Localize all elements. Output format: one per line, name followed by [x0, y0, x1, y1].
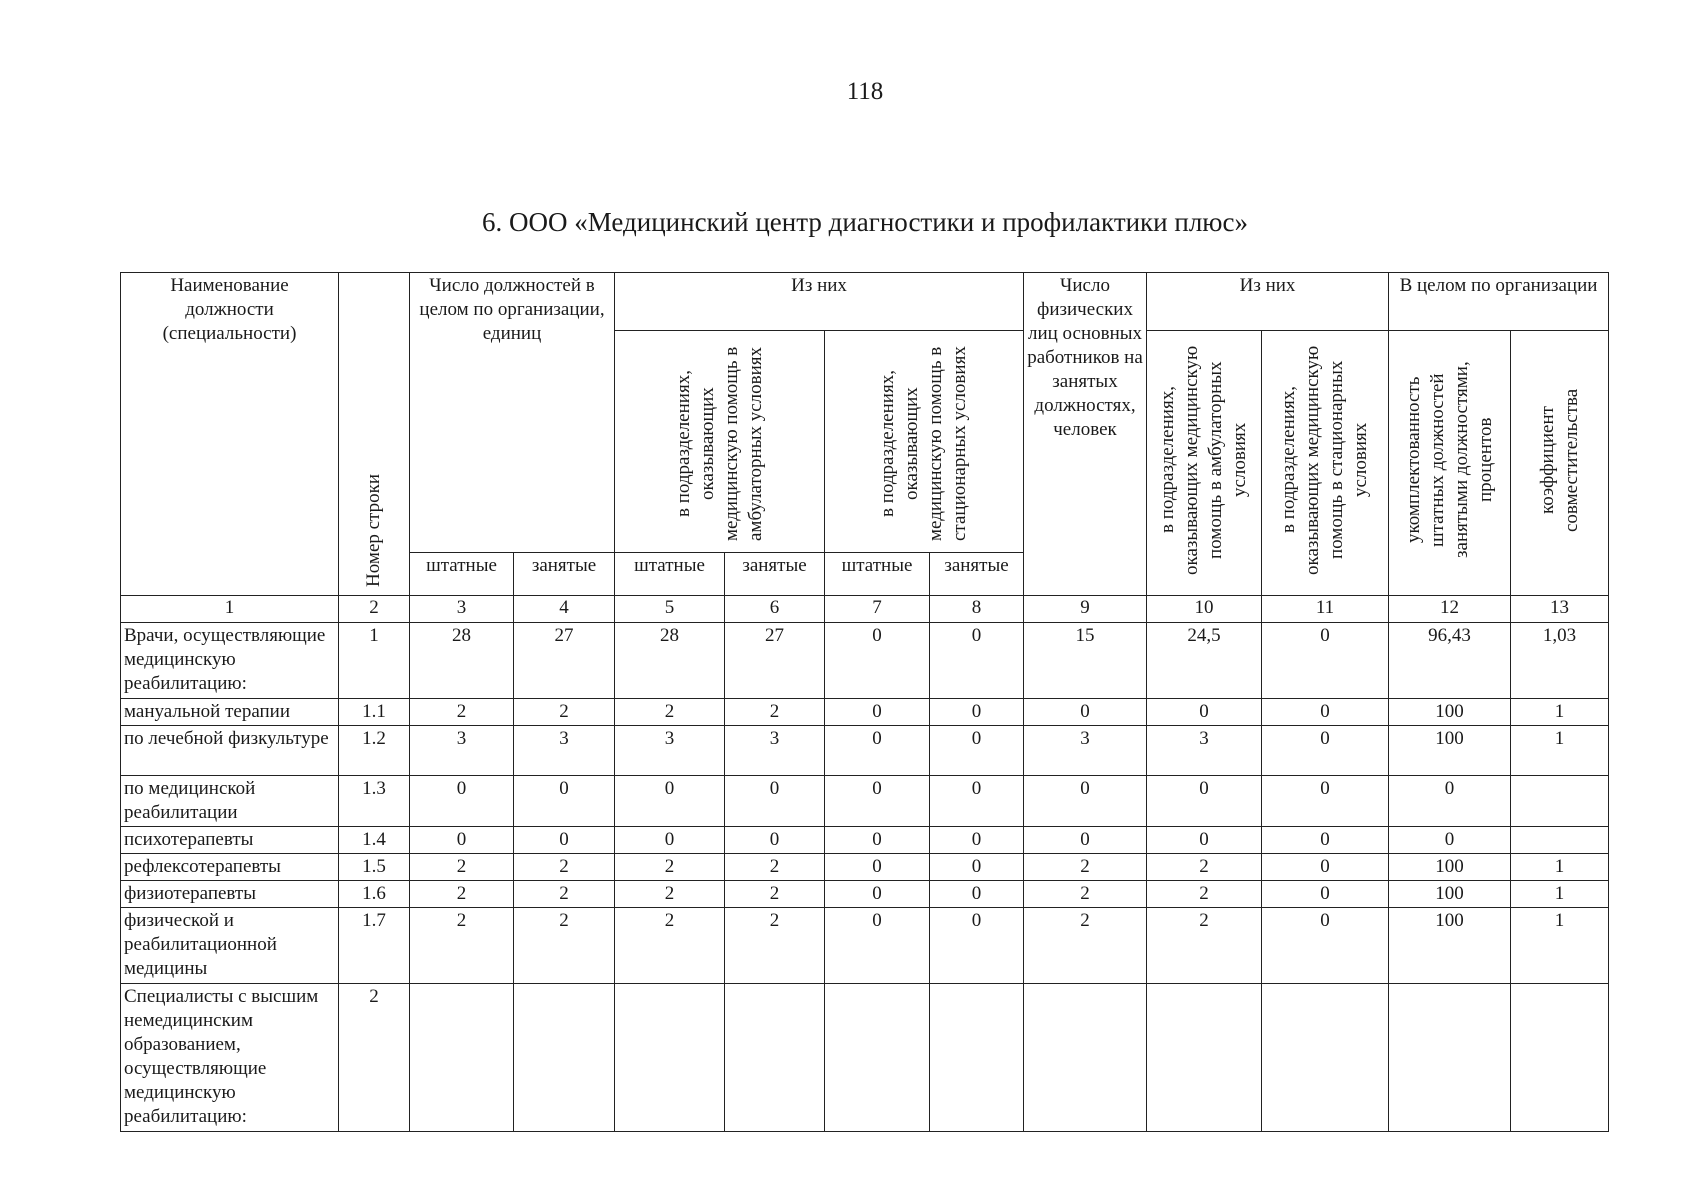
column-number: 3	[410, 596, 514, 623]
header-ambulatory-persons-text: в подразделениях, оказывающих медицинскую помощь в амбулаторных условиях	[1157, 345, 1250, 575]
column-number: 5	[615, 596, 725, 623]
table-cell: 100	[1389, 908, 1511, 984]
table-cell: 15	[1024, 623, 1147, 699]
header-staffing-percent-text: укомплектованность штатных должностей занятыми должностями, процентов	[1402, 361, 1496, 559]
table-cell: 1,03	[1511, 623, 1609, 699]
row-name: физиотерапевты	[121, 881, 339, 908]
table-cell: 2	[615, 881, 725, 908]
row-number-cell: 2	[339, 984, 410, 1132]
table-cell: 0	[1262, 623, 1389, 699]
table-cell: 2	[410, 881, 514, 908]
table-cell: 0	[1389, 827, 1511, 854]
row-name: рефлексотерапевты	[121, 854, 339, 881]
table-cell: 0	[1262, 854, 1389, 881]
table-cell: 2	[615, 699, 725, 726]
table-cell: 1	[1511, 699, 1609, 726]
header-physical-persons: Число физических лиц основных работников на занятых должностях, человек	[1024, 273, 1147, 596]
header-combination-coef-text: коэффициент совместительства	[1536, 388, 1582, 532]
table-cell: 2	[615, 854, 725, 881]
table-cell: 1	[1511, 726, 1609, 776]
table-cell: 2	[615, 908, 725, 984]
column-number: 13	[1511, 596, 1609, 623]
table-cell: 2	[514, 881, 615, 908]
table-cell: 2	[1147, 908, 1262, 984]
row-number-cell: 1.4	[339, 827, 410, 854]
table-cell: 0	[825, 699, 930, 726]
table-cell: 28	[615, 623, 725, 699]
staffing-table	[120, 272, 1609, 1132]
row-name: Врачи, осуществляющие медицинскую реабилитацию:	[121, 623, 339, 699]
table-row	[121, 699, 1609, 726]
column-number: 12	[1389, 596, 1511, 623]
table-row	[121, 623, 1609, 699]
table-cell: 0	[410, 827, 514, 854]
header-ambulatory-occupied: занятые	[725, 553, 825, 596]
table-cell: 2	[725, 854, 825, 881]
header-ambulatory-staffed: штатные	[615, 553, 725, 596]
table-cell: 0	[410, 776, 514, 827]
column-number: 1	[121, 596, 339, 623]
header-positions-total: Число должностей в целом по организации, единиц	[410, 273, 615, 553]
table-cell: 0	[615, 827, 725, 854]
table-cell: 0	[930, 827, 1024, 854]
header-inpatient-occupied: занятые	[930, 553, 1024, 596]
table-cell: 100	[1389, 699, 1511, 726]
column-number: 7	[825, 596, 930, 623]
header-total-occupied: занятые	[514, 553, 615, 596]
table-cell: 1	[1511, 854, 1609, 881]
table-cell: 0	[1262, 726, 1389, 776]
row-name: мануальной терапии	[121, 699, 339, 726]
table-row	[121, 726, 1609, 776]
column-number: 11	[1262, 596, 1389, 623]
header-ambulatory-persons	[1147, 331, 1262, 596]
header-row-number-text: Номер строки	[363, 474, 384, 587]
table-cell: 0	[1147, 827, 1262, 854]
table-cell: 0	[1389, 776, 1511, 827]
table-cell: 0	[825, 776, 930, 827]
table-cell	[725, 984, 825, 1132]
table-row	[121, 984, 1609, 1132]
table-cell: 1	[1511, 881, 1609, 908]
table-cell: 0	[825, 827, 930, 854]
table-cell: 3	[514, 726, 615, 776]
table-cell: 2	[1024, 854, 1147, 881]
table-cell: 0	[1147, 776, 1262, 827]
table-cell: 0	[1147, 699, 1262, 726]
table-cell	[1389, 984, 1511, 1132]
table-cell: 27	[514, 623, 615, 699]
header-staffing-percent	[1389, 331, 1511, 596]
table-row	[121, 827, 1609, 854]
table-cell: 2	[410, 854, 514, 881]
table-cell	[825, 984, 930, 1132]
table-cell: 0	[930, 776, 1024, 827]
header-inpatient-staffed: штатные	[825, 553, 930, 596]
header-of-them-positions: Из них	[615, 273, 1024, 331]
header-ambulatory-positions	[615, 331, 825, 553]
row-number-cell: 1.6	[339, 881, 410, 908]
table-cell: 3	[615, 726, 725, 776]
table-cell: 2	[410, 699, 514, 726]
row-number-cell: 1	[339, 623, 410, 699]
header-ambulatory-positions-text: в подразделениях, оказывающих медицинскую помощь в амбулаторных условиях	[672, 346, 766, 542]
table-cell: 0	[1262, 699, 1389, 726]
table-cell: 0	[1024, 699, 1147, 726]
table-cell	[1147, 984, 1262, 1132]
table-cell: 3	[410, 726, 514, 776]
table-cell: 0	[725, 827, 825, 854]
page-number: 118	[846, 78, 884, 105]
table-cell: 0	[1262, 881, 1389, 908]
column-number: 9	[1024, 596, 1147, 623]
column-number: 8	[930, 596, 1024, 623]
column-number: 10	[1147, 596, 1262, 623]
table-cell: 0	[615, 776, 725, 827]
table-cell: 2	[725, 699, 825, 726]
table-cell: 2	[514, 908, 615, 984]
table-cell	[410, 984, 514, 1132]
header-total-staffed: штатные	[410, 553, 514, 596]
table-row	[121, 908, 1609, 984]
table-row	[121, 776, 1609, 827]
table-cell: 96,43	[1389, 623, 1511, 699]
table-cell: 0	[930, 699, 1024, 726]
table-cell: 2	[1024, 881, 1147, 908]
row-name: по лечебной физкультуре	[121, 726, 339, 776]
header-of-them-persons: Из них	[1147, 273, 1389, 331]
table-cell: 0	[1262, 827, 1389, 854]
table-cell: 0	[825, 623, 930, 699]
table-cell: 0	[930, 726, 1024, 776]
table-cell	[930, 984, 1024, 1132]
row-name: психотерапевты	[121, 827, 339, 854]
header-inpatient-persons-text: в подразделениях, оказывающих медицинскую помощь в стационарных условиях	[1278, 345, 1371, 575]
column-number-row	[121, 596, 1609, 623]
table-cell: 100	[1389, 881, 1511, 908]
table-cell: 2	[1147, 854, 1262, 881]
table-cell: 0	[825, 881, 930, 908]
table-cell: 0	[725, 776, 825, 827]
header-inpatient-positions	[825, 331, 1024, 553]
table-cell: 0	[1262, 776, 1389, 827]
table-cell: 0	[930, 908, 1024, 984]
row-number-cell: 1.2	[339, 726, 410, 776]
header-org-total: В целом по организации	[1389, 273, 1609, 331]
table-cell: 3	[725, 726, 825, 776]
table-cell: 0	[825, 726, 930, 776]
table-cell: 2	[514, 854, 615, 881]
table-cell: 0	[930, 881, 1024, 908]
table-cell: 2	[410, 908, 514, 984]
table-cell: 0	[1024, 776, 1147, 827]
row-number-cell: 1.3	[339, 776, 410, 827]
table-cell: 2	[725, 908, 825, 984]
table-cell: 2	[1024, 908, 1147, 984]
row-name: по медицинской реабилитации	[121, 776, 339, 827]
table-cell: 0	[825, 854, 930, 881]
table-cell: 24,5	[1147, 623, 1262, 699]
table-cell: 2	[725, 881, 825, 908]
column-number: 2	[339, 596, 410, 623]
table-cell	[1511, 984, 1609, 1132]
table-cell: 0	[930, 854, 1024, 881]
table-cell: 27	[725, 623, 825, 699]
table-cell	[1262, 984, 1389, 1132]
row-name: Специалисты с высшим немедицинским образованием, осуществляющие медицинскую реабилитацию:	[121, 984, 339, 1132]
table-cell: 0	[514, 827, 615, 854]
row-number-cell: 1.7	[339, 908, 410, 984]
table-cell: 100	[1389, 726, 1511, 776]
header-inpatient-persons	[1262, 331, 1389, 596]
table-cell: 2	[1147, 881, 1262, 908]
column-number: 4	[514, 596, 615, 623]
row-number-cell: 1.1	[339, 699, 410, 726]
row-name: физической и реабилитационной медицины	[121, 908, 339, 984]
table-cell	[1024, 984, 1147, 1132]
header-inpatient-positions-text: в подразделениях, оказывающих медицинскую помощь в стационарных условиях	[877, 346, 970, 542]
header-name: Наименование должности (специальности)	[121, 273, 339, 596]
table-cell: 0	[1262, 908, 1389, 984]
table-cell	[514, 984, 615, 1132]
table-cell: 0	[514, 776, 615, 827]
table-cell: 100	[1389, 854, 1511, 881]
table-row	[121, 881, 1609, 908]
table-cell: 3	[1147, 726, 1262, 776]
table-cell: 28	[410, 623, 514, 699]
row-number-cell: 1.5	[339, 854, 410, 881]
table-cell: 0	[1024, 827, 1147, 854]
table-cell: 0	[825, 908, 930, 984]
document-title: 6. ООО «Медицинский центр диагностики и профилактики плюс»	[482, 207, 1248, 237]
table-cell: 1	[1511, 908, 1609, 984]
header-combination-coef	[1511, 331, 1609, 596]
table-cell: 0	[930, 623, 1024, 699]
table-cell	[615, 984, 725, 1132]
header-row-number	[339, 273, 410, 596]
table-cell	[1511, 827, 1609, 854]
table-cell: 2	[514, 699, 615, 726]
table-cell	[1511, 776, 1609, 827]
table-row	[121, 854, 1609, 881]
column-number: 6	[725, 596, 825, 623]
table-cell: 3	[1024, 726, 1147, 776]
